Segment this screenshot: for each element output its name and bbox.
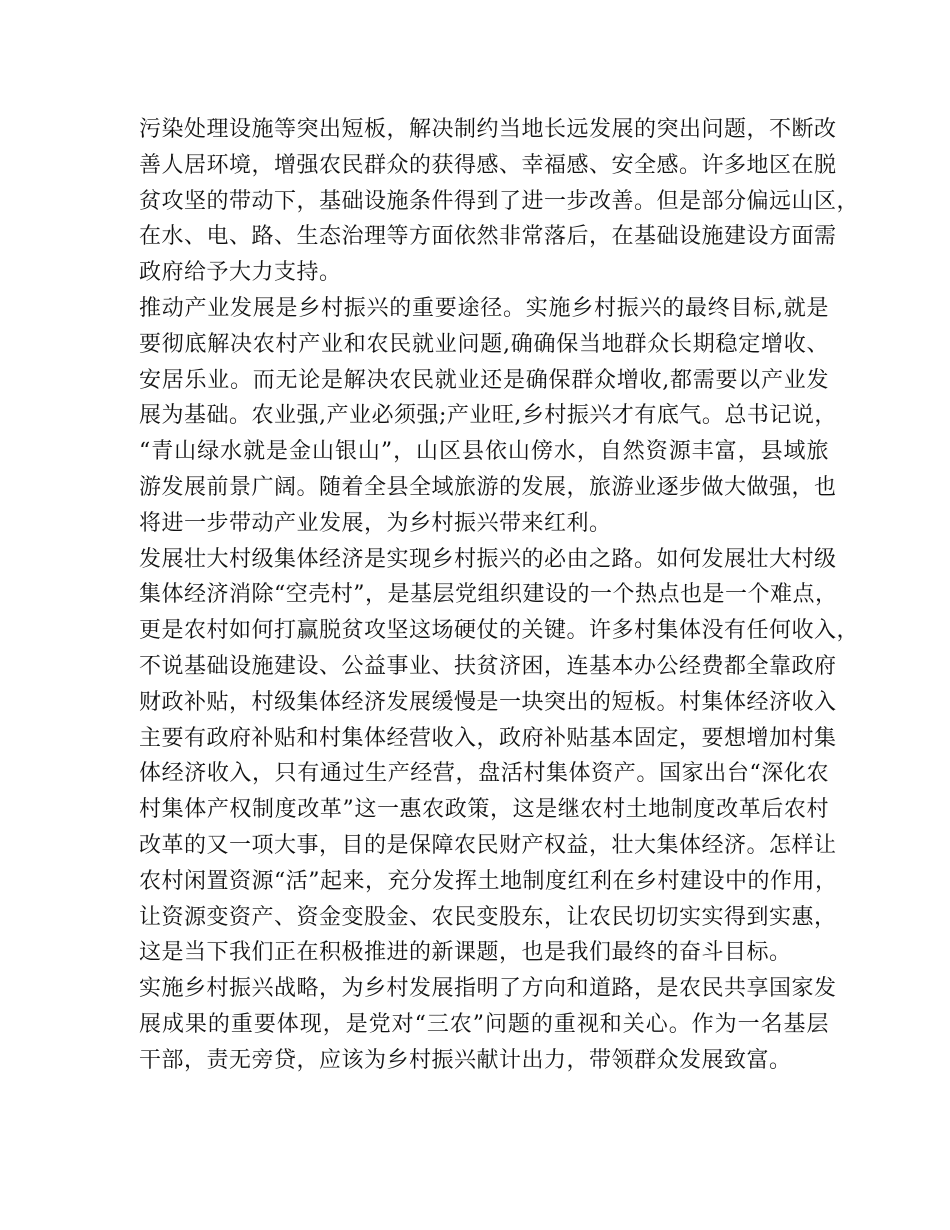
text-line: 在水、电、路、生态治理等方面依然非常落后，在基础设施建设方面需 [139, 224, 837, 250]
text-line: 财政补贴，村级集体经济发展缓慢是一块突出的短板。村集体经济收入 [139, 689, 837, 715]
text-line: 村集体产权制度改革”这一惠农政策，这是继农村土地制度改革后农村 [139, 797, 829, 823]
text-line: 体经济收入，只有通过生产经营，盘活村集体资产。国家出台“深化农 [139, 761, 829, 787]
paragraph-industry [139, 291, 837, 542]
text-line: 更是农村如何打赢脱贫攻坚这场硬仗的关键。许多村集体没有任何收入， [139, 618, 860, 644]
text-line: 这是当下我们正在积极推进的新课题，也是我们最终的奋斗目标。 [139, 940, 792, 966]
text-line: 集体经济消除“空壳村”，是基层党组织建设的一个热点也是一个难点， [139, 582, 838, 608]
paragraph-conclusion [139, 971, 837, 1078]
text-line: 干部，责无旁贷，应该为乡村振兴献计出力，带领群众发展致富。 [139, 1047, 792, 1073]
text-line: 主要有政府补贴和村集体经营收入，政府补贴基本固定，要想增加村集 [139, 725, 837, 751]
text-line: 推动产业发展是乡村振兴的重要途径。实施乡村振兴的最终目标,就是 [139, 295, 829, 321]
text-line: 污染处理设施等突出短板，解决制约当地长远发展的突出问题，不断改 [139, 117, 837, 142]
text-line: 让资源变资产、资金变股金、农民变股东，让农民切切实实得到实惠， [139, 904, 837, 930]
text-line: 农村闲置资源“活”起来，充分发挥土地制度红利在乡村建设中的作用， [139, 868, 838, 894]
text-line: 善人居环境，增强农民群众的获得感、幸福感、安全感。许多地区在脱 [139, 152, 837, 178]
text-line: 发展壮大村级集体经济是实现乡村振兴的必由之路。如何发展壮大村级 [139, 546, 837, 572]
text-line: “青山绿水就是金山银山”，山区县依山傍水，自然资源丰富，县域旅 [139, 439, 829, 465]
document-body [139, 112, 860, 1079]
paragraph-collective-economy [139, 542, 860, 972]
text-line: 展为基础。农业强,产业必须强;产业旺,乡村振兴才有底气。总书记说， [139, 403, 837, 429]
text-line: 要彻底解决农村产业和农民就业问题,确确保当地群众长期稳定增收、 [139, 331, 829, 357]
text-line: 不说基础设施建设、公益事业、扶贫济困，连基本办公经费都全靠政府 [139, 653, 837, 679]
text-line: 贫攻坚的带动下，基础设施条件得到了进一步改善。但是部分偏远山区， [139, 188, 860, 214]
text-line: 改革的又一项大事，目的是保障农民财产权益，壮大集体经济。怎样让 [139, 832, 837, 858]
text-line: 游发展前景广阔。随着全县全域旅游的发展，旅游业逐步做大做强，也 [139, 474, 837, 500]
text-line: 展成果的重要体现，是党对“三农”问题的重视和关心。作为一名基层 [139, 1011, 829, 1037]
text-line: 实施乡村振兴战略，为乡村发展指明了方向和道路，是农民共享国家发 [139, 976, 837, 1002]
text-line: 政府给予大力支持。 [139, 260, 342, 286]
text-line: 将进一步带动产业发展，为乡村振兴带来红利。 [139, 510, 612, 536]
paragraph-infrastructure [139, 112, 860, 291]
text-line: 安居乐业。而无论是解决农民就业还是确保群众增收,都需要以产业发 [139, 367, 829, 393]
